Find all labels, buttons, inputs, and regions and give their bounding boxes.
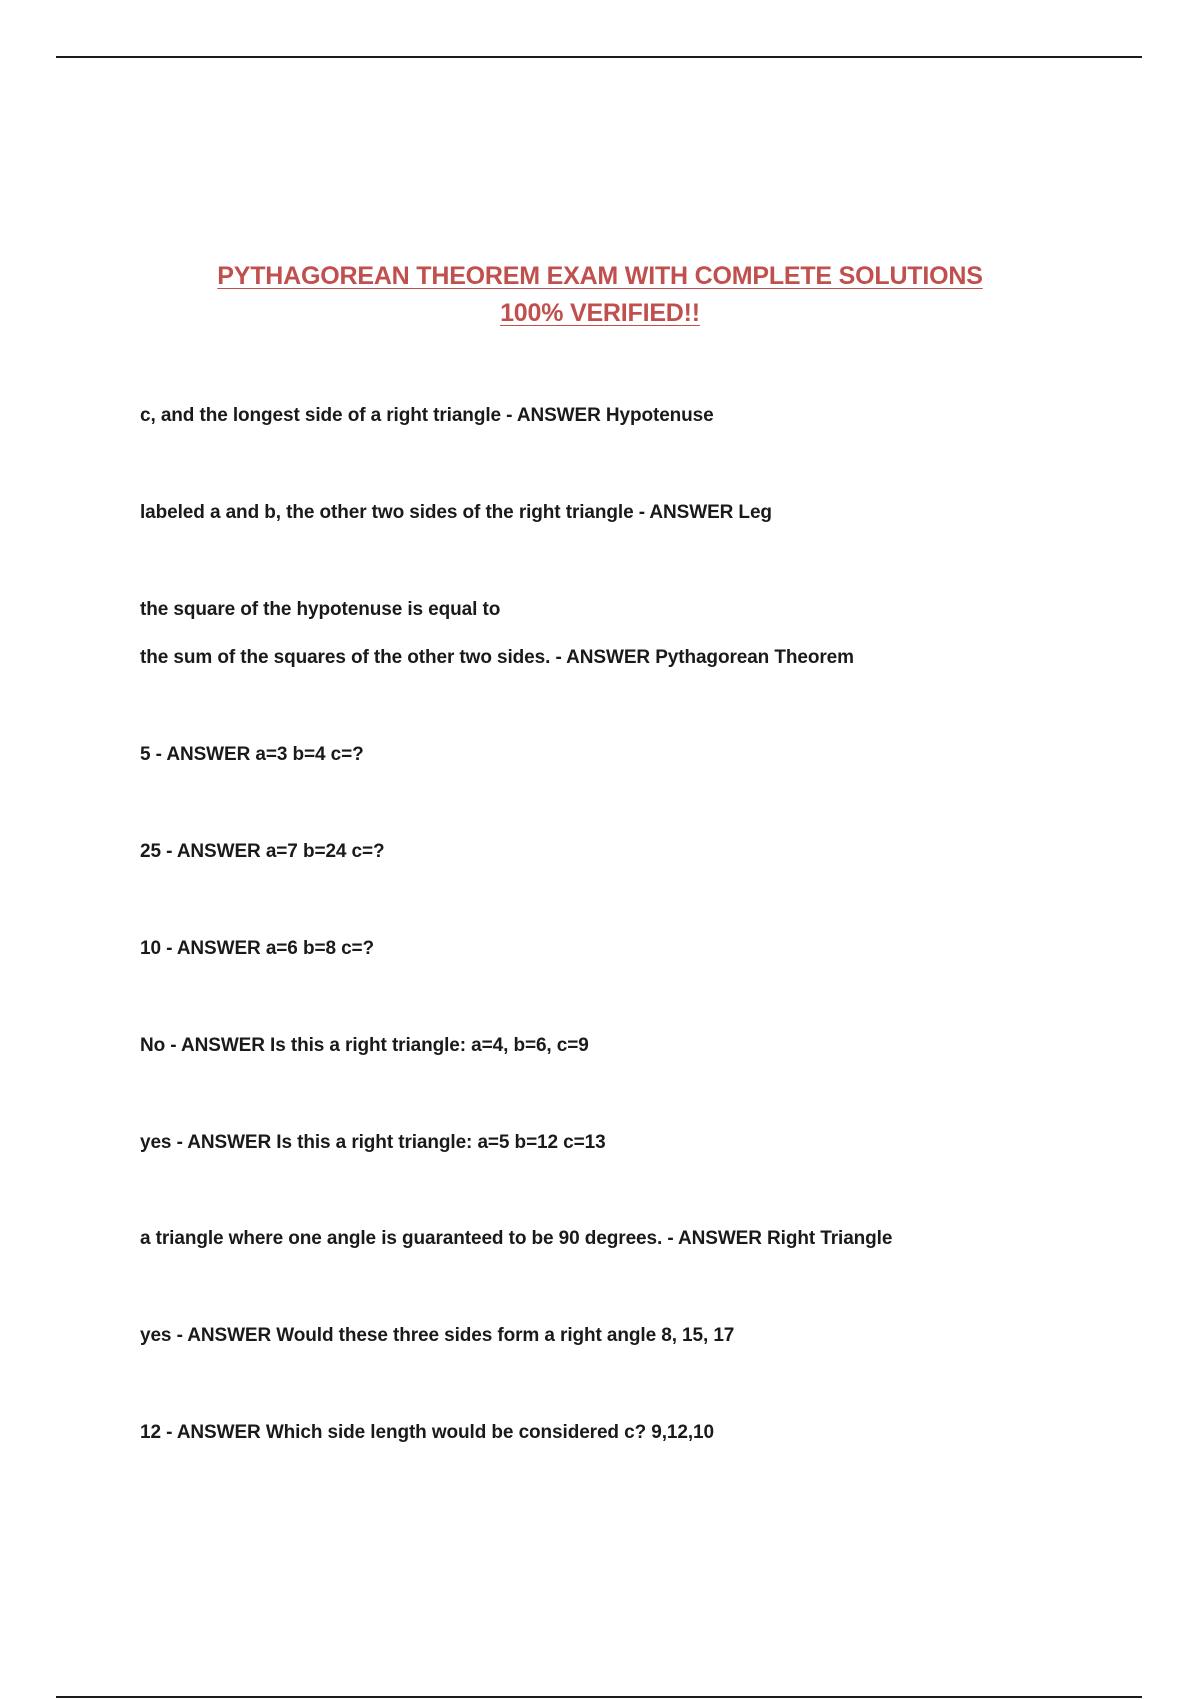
qa-text: 25 - ANSWER a=7 b=24 c=? xyxy=(140,841,385,862)
document-title xyxy=(0,258,1200,332)
qa-item-3-4 xyxy=(140,743,1100,767)
qa-text: a triangle where one angle is guaranteed to be 90 degrees. - ANSWER Right Triangle xyxy=(140,1228,893,1249)
qa-item-5-12-13 xyxy=(140,1131,1100,1155)
qa-text: the sum of the squares of the other two sides. - ANSWER Pythagorean Theorem xyxy=(140,647,854,668)
bottom-rule xyxy=(56,1696,1142,1698)
qa-text: 5 - ANSWER a=3 b=4 c=? xyxy=(140,744,364,765)
title-line-1: PYTHAGOREAN THEOREM EXAM WITH COMPLETE SOLUTIONS xyxy=(217,262,983,290)
qa-text: No - ANSWER Is this a right triangle: a=4, b=6, c=9 xyxy=(140,1035,589,1056)
qa-text: 10 - ANSWER a=6 b=8 c=? xyxy=(140,938,375,959)
qa-text: labeled a and b, the other two sides of the right triangle - ANSWER Leg xyxy=(140,502,772,523)
qa-text: the square of the hypotenuse is equal to xyxy=(140,599,501,620)
qa-text: yes - ANSWER Would these three sides form a right angle 8, 15, 17 xyxy=(140,1325,735,1346)
qa-item-right-triangle xyxy=(140,1227,1100,1251)
qa-text: c, and the longest side of a right triangle - ANSWER Hypotenuse xyxy=(140,405,714,426)
qa-item-7-24 xyxy=(140,840,1100,864)
qa-item-hypotenuse xyxy=(140,404,1100,428)
title-line-2: 100% VERIFIED!! xyxy=(500,299,700,327)
qa-text: yes - ANSWER Is this a right triangle: a=5 b=12 c=13 xyxy=(140,1132,606,1153)
top-rule xyxy=(56,56,1142,58)
qa-item-6-8 xyxy=(140,937,1100,961)
qa-item-side-c xyxy=(140,1421,1100,1445)
qa-item-4-6-9 xyxy=(140,1034,1100,1058)
qa-item-8-15-17 xyxy=(140,1324,1100,1348)
qa-item-pythagorean-theorem xyxy=(140,598,1100,670)
qa-text: 12 - ANSWER Which side length would be considered c? 9,12,10 xyxy=(140,1422,714,1443)
qa-item-leg xyxy=(140,501,1100,525)
